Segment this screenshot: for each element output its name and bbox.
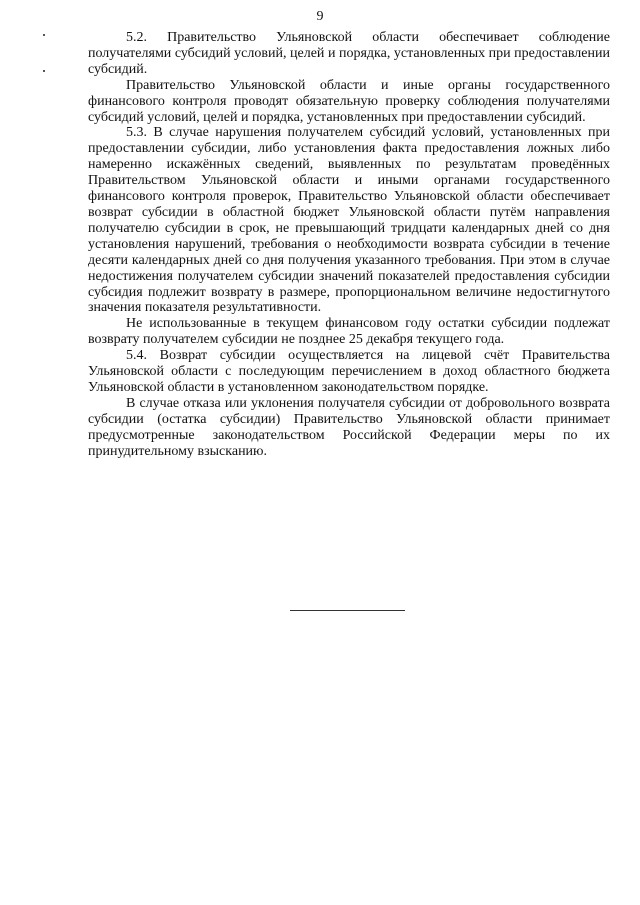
end-rule [290, 610, 405, 611]
paragraph-5-3: 5.3. В случае нарушения получателем субсидий условий, установленных при предоставлении субсидии, либо установления факта предоставления ложных либо намеренно искажённых сведений, выявленных по результатам проведённых Правительством Ульяновской области и иными органами государственного финансового контроля проверок, Правительство Ульяновской области обеспечивает возврат субсидии в областной бюджет Ульяновской области путём направления получателю субсидии в срок, не превышающий тридцати календарных дней со дня установления нарушений, требования о необходимости возврата субсидии в течение десяти календарных дней со дня получения указанного требования. При этом в случае недостижения получателем субсидии значений показателей предоставления субсидии субсидия подлежит возврату в размере, пропорциональном величине недостигнутого значения показателя результативности. [88, 125, 610, 316]
scan-speck [43, 70, 45, 72]
paragraph-unused-balance: Не использованные в текущем финансовом году остатки субсидии подлежат возврату получателем субсидии не позднее 25 декабря текущего года. [88, 316, 610, 348]
document-body [88, 30, 610, 459]
page-number: 9 [316, 9, 324, 24]
paragraph-control: Правительство Ульяновской области и иные органы государственного финансового контроля проводят обязательную проверку соблюдения получателями субсидий условий, целей и порядка, установленных при предоставлении субсидий. [88, 77, 610, 125]
paragraph-enforcement: В случае отказа или уклонения получателя субсидии от добровольного возврата субсидии (остатка субсидии) Правительство Ульяновской области принимает предусмотренные законодательством Российской Федерации меры по их принудительному взысканию. [88, 395, 610, 459]
paragraph-5-4: 5.4. Возврат субсидии осуществляется на лицевой счёт Правительства Ульяновской области с последующим перечислением в доход областного бюджета Ульяновской области в установленном законодательством порядке. [88, 348, 610, 395]
scan-speck [43, 34, 45, 36]
paragraph-5-2: 5.2. Правительство Ульяновской области обеспечивает соблюдение получателями субсидий условий, целей и порядка, установленных при предоставлении субсидий. [88, 30, 610, 77]
